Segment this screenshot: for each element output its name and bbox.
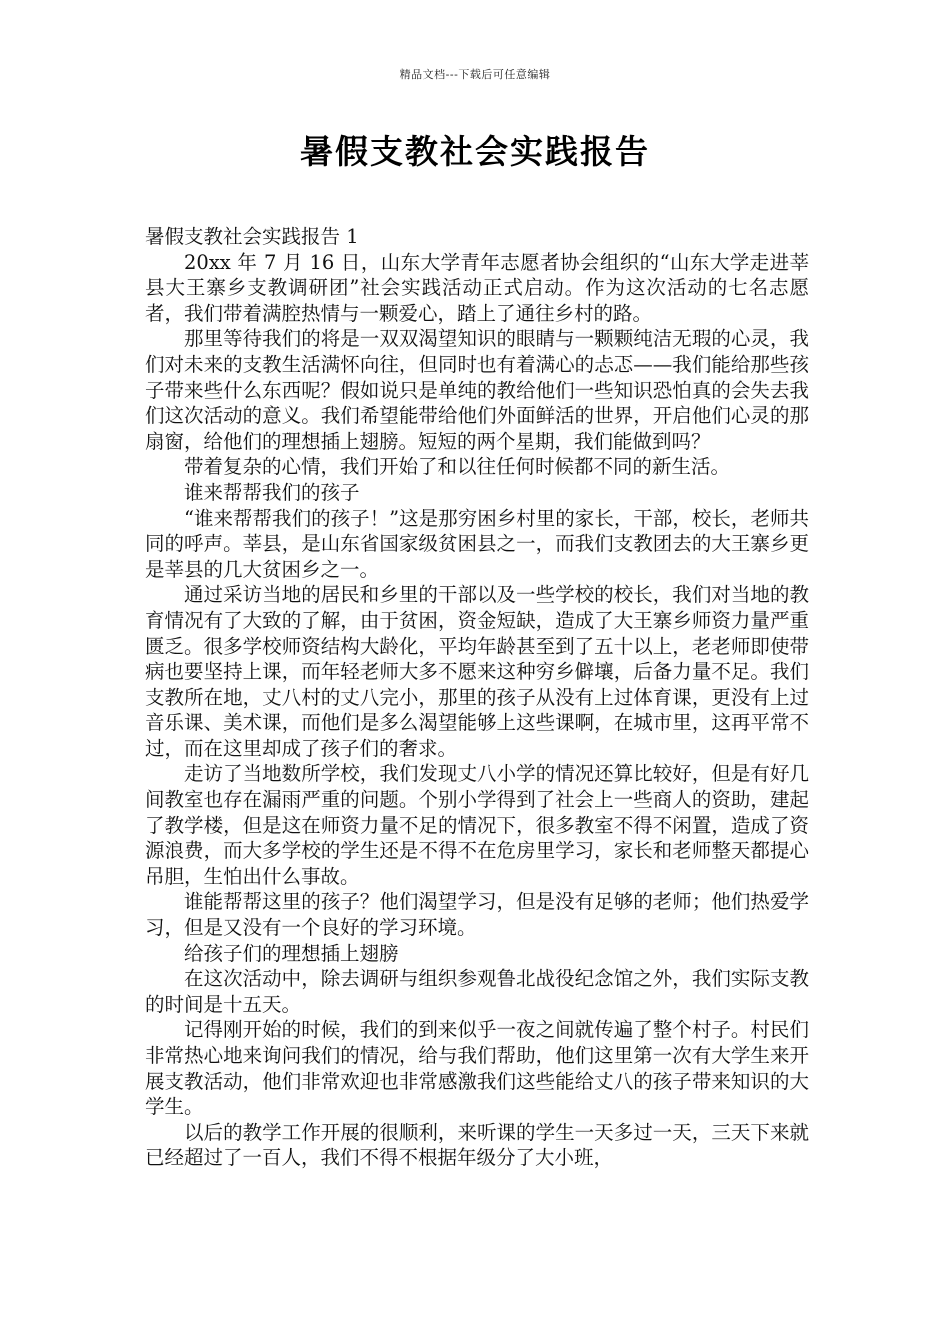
header-note: 精品文档---下载后可任意编辑 — [399, 68, 551, 81]
body-paragraph: 在这次活动中，除去调研与组织参观鲁北战役纪念馆之外，我们实际支教的时间是十五天。 — [145, 967, 809, 1016]
body-paragraph: 20xx 年 7 月 16 日，山东大学青年志愿者协会组织的“山东大学走进莘县大王寨乡支教调研团”社会实践活动正式启动。作为这次活动的七名志愿者，我们带着满腔热情与一颗爱心，踏上了通往乡村的路。 — [145, 250, 809, 325]
body-paragraph: “谁来帮帮我们的孩子！”这是那穷困乡村里的家长，干部，校长，老师共同的呼声。莘县，是山东省国家级贫困县之一，而我们支教团去的大王寨乡更是莘县的几大贫困乡之一。 — [145, 506, 809, 581]
body-paragraph: 以后的教学工作开展的很顺利，来听课的学生一天多过一天，三天下来就已经超过了一百人，我们不得不根据年级分了大小班， — [145, 1120, 809, 1170]
body-paragraph: 谁能帮帮这里的孩子？他们渴望学习，但是没有足够的老师；他们热爱学习，但是又没有一个良好的学习环境。 — [145, 890, 809, 940]
body-paragraph: 带着复杂的心情，我们开始了和以往任何时候都不同的新生活。 — [184, 455, 731, 479]
body-paragraph: 通过采访当地的居民和乡里的干部以及一些学校的校长，我们对当地的教育情况有了大致的了解，由于贫困，资金短缺，造成了大王寨乡师资力量严重匮乏。很多学校师资结构大龄化，平均年龄甚至到了五十以上，老老师即使带病也要坚持上课，而年轻老师大多不愿来这种穷乡僻壤，后备力量不足。我们支教所在地，丈八村的丈八完小，那里的孩子从没有上过体育课，更没有上过音乐课、美术课，而他们是多么渴望能够上这些课啊，在城市里，这再平常不过，而在这里却成了孩子们的奢求。 — [145, 583, 809, 760]
body-paragraph: 记得刚开始的时候，我们的到来似乎一夜之间就传遍了整个村子。村民们非常热心地来询问我们的情况，给与我们帮助，他们这里第一次有大学生来开展支教活动，他们非常欢迎也非常感激我们这些能给丈八的孩子带来知识的大学生。 — [145, 1018, 809, 1119]
subheading: 谁来帮帮我们的孩子 — [184, 480, 360, 504]
document-title: 暑假支教社会实践报告 — [300, 132, 650, 171]
body-paragraph: 那里等待我们的将是一双双渴望知识的眼睛与一颗颗纯洁无瑕的心灵，我们对未来的支教生活满怀向往，但同时也有着满心的忐忑——我们能给那些孩子带来些什么东西呢？假如说只是单纯的教给他们一些知识恐怕真的会失去我们这次活动的意义。我们希望能带给他们外面鲜活的世界，开启他们心灵的那扇窗，给他们的理想插上翅膀。短短的两个星期，我们能做到吗？ — [145, 327, 809, 453]
body-paragraph: 走访了当地数所学校，我们发现丈八小学的情况还算比较好，但是有好几间教室也存在漏雨严重的问题。个别小学得到了社会上一些商人的资助，建起了教学楼，但是这在师资力量不足的情况下，很多教室不得不闲置，造成了资源浪费，而大多学校的学生还是不得不在危房里学习，家长和老师整天都提心吊胆，生怕出什么事故。 — [145, 762, 809, 888]
section-heading: 暑假支教社会实践报告 1 — [145, 225, 359, 248]
document-body — [145, 224, 809, 1171]
subheading: 给孩子们的理想插上翅膀 — [184, 941, 399, 965]
